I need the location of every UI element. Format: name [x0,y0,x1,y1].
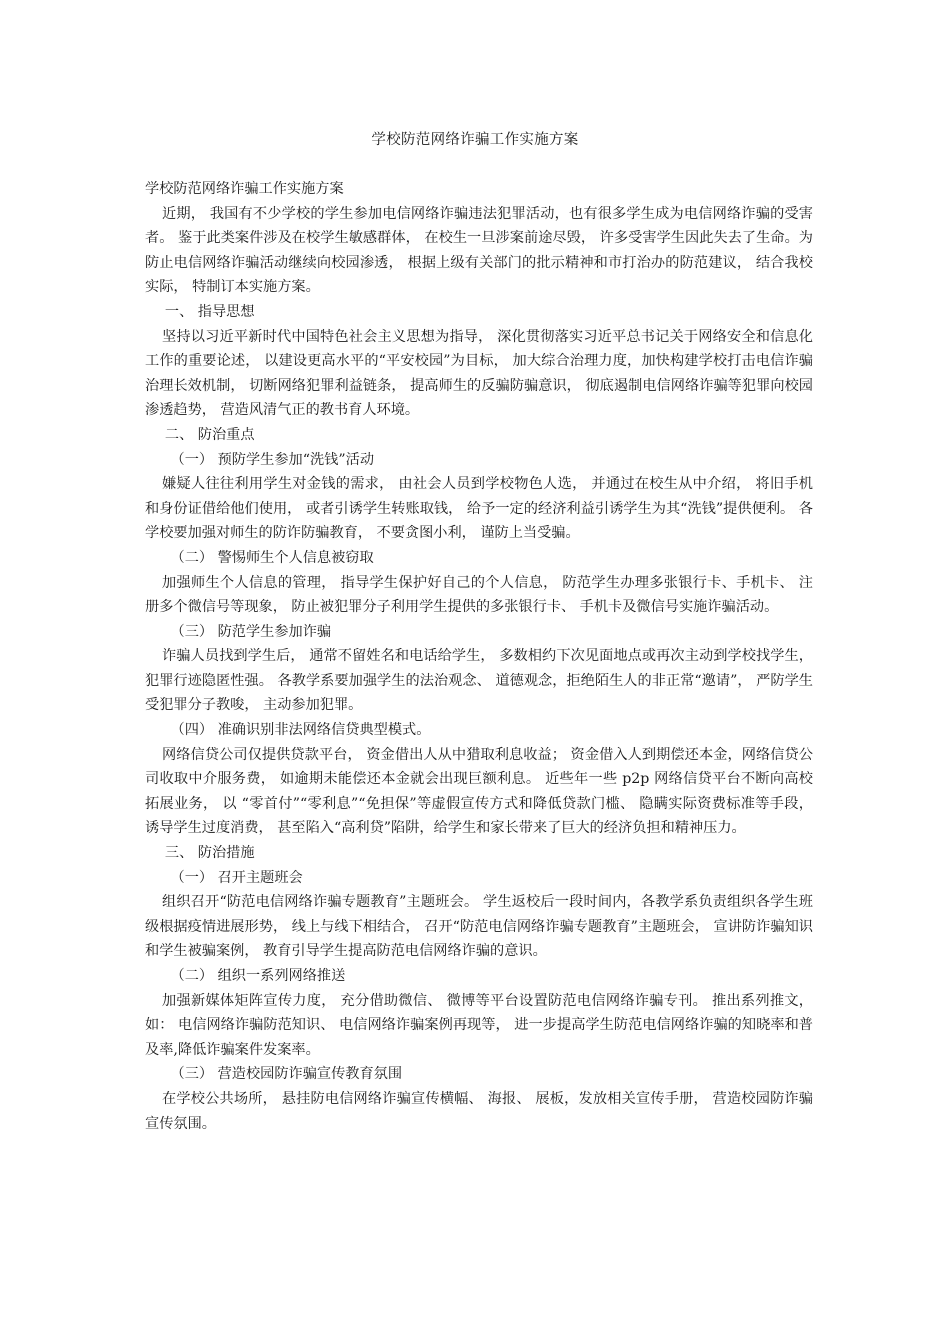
section-3-heading: 三、 防治措施 [164,845,255,862]
section-2-3-heading: （三） 防范学生参加诈骗 [170,623,332,640]
section-3-1-paragraph: 组织召开“防范电信网络诈骗专题教育”主题班会。 学生返校后一段时间内，各教学系负责组织各学生班级根据疫情进展形势， 线上与线下相结合， 召开“防范电信网络诈骗专题教育”主题班会， 宣讲防诈骗知识和学生被骗案例， 教育引导学生提高防范电信网络诈骗的意识。 [145,894,813,960]
section-2-4-paragraph: 网络信贷公司仅提供贷款平台， 资金借出人从中猎取利息收益； 资金借入人到期偿还本金，网络信贷公司收取中介服务费， 如逾期未能偿还本金就会出现巨额利息。 近些年一些 p2p 网络信贷平台不断向高校拓展业务， 以 “零首付”“零利息”“免担保”等虚假宣传方式和降低贷款门槛、 隐瞒实际资费标准等手段， 诱导学生过度消费， 甚至陷入“高利贷”陷阱，给学生和家长带来了巨大的经济负担和精神压力。 [145,746,813,837]
section-2-4-heading: （四） 准确识别非法网络信贷典型模式。 [170,722,431,739]
document-subtitle: 学校防范网络诈骗工作实施方案 [145,181,344,197]
document-body [145,177,813,1136]
section-3-3-heading: （三） 营造校园防诈骗宣传教育氛围 [170,1066,403,1083]
document-title: 学校防范网络诈骗工作实施方案 [371,132,579,148]
section-2-heading: 二、 防治重点 [164,426,255,443]
section-3-3-paragraph: 在学校公共场所， 悬挂防电信网络诈骗宣传横幅、 海报、 展板，发放相关宣传手册， 营造校园防诈骗宣传氛围。 [145,1090,813,1132]
section-2-2-heading: （二） 警惕师生个人信息被窃取 [170,549,374,566]
section-1-paragraph: 坚持以习近平新时代中国特色社会主义思想为指导， 深化贯彻落实习近平总书记关于网络安全和信息化工作的重要论述， 以建设更高水平的“平安校园”为目标， 加大综合治理力度，加快构建学校打击电信诈骗治理长效机制， 切断网络犯罪利益链条， 提高师生的反骗防骗意识， 彻底遏制电信网络诈骗等犯罪向校园渗透趋势， 营造风清气正的教书育人环境。 [145,328,813,419]
section-1-heading: 一、 指导思想 [164,303,255,320]
section-2-3-paragraph: 诈骗人员找到学生后， 通常不留姓名和电话给学生， 多数相约下次见面地点或再次主动到学校找学生， 犯罪行迹隐匿性强。 各教学系要加强学生的法治观念、 道德观念，拒绝陌生人的非正常“邀请”， 严防学生受犯罪分子教唆， 主动参加犯罪。 [145,648,813,714]
intro-paragraph: 近期， 我国有不少学校的学生参加电信网络诈骗违法犯罪活动，也有很多学生成为电信网络诈骗的受害者。 鉴于此类案件涉及在校学生敏感群体， 在校生一旦涉案前途尽毁， 许多受害学生因此失去了生命。为防止电信网络诈骗活动继续向校园渗透， 根据上级有关部门的批示精神和市打治办的防范建议， 结合我校实际， 特制订本实施方案。 [145,205,813,296]
section-2-1-heading: （一） 预防学生参加“洗钱”活动 [170,451,375,468]
section-2-1-paragraph: 嫌疑人往往利用学生对金钱的需求， 由社会人员到学校物色人选， 并通过在校生从中介绍， 将旧手机和身份证借给他们使用， 或者引诱学生转账取钱， 给予一定的经济利益引诱学生为其“洗钱”提供便利。 各学校要加强对师生的防诈防骗教育， 不要贪图小利， 谨防上当受骗。 [145,476,813,542]
section-2-2-paragraph: 加强师生个人信息的管理， 指导学生保护好自己的个人信息， 防范学生办理多张银行卡、手机卡、 注册多个微信号等现象， 防止被犯罪分子利用学生提供的多张银行卡、 手机卡及微信号实施诈骗活动。 [145,574,813,616]
section-3-1-heading: （一） 召开主题班会 [170,869,303,886]
section-3-2-heading: （二） 组织一系列网络推送 [170,968,346,984]
section-3-2-paragraph: 加强新媒体矩阵宣传力度， 充分借助微信、 微博等平台设置防范电信网络诈骗专刊。 推出系列推文， 如： 电信网络诈骗防范知识、 电信网络诈骗案例再现等， 进一步提高学生防范电信网络诈骗的知晓率和普及率,降低诈骗案件发案率。 [145,992,813,1058]
